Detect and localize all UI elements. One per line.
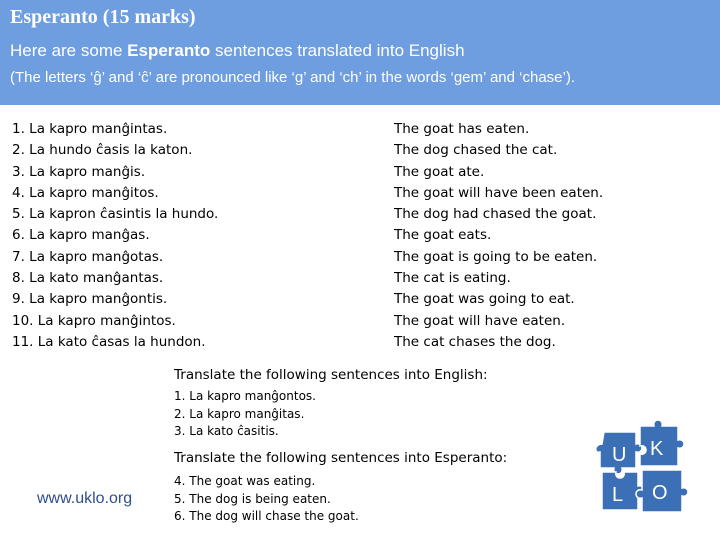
task-esperanto-item: 5. The dog is being eaten. [174,491,331,506]
esperanto-sentence: 9. La kapro manĝontis. [12,291,168,308]
task-english-item: 1. La kapro manĝontos. [174,389,316,403]
task-esperanto-item: 4. The goat was eating. [174,474,316,488]
english-translation: The cat is eating. [394,270,511,287]
task-english-list [174,388,316,441]
task-esperanto-item: 6. The dog will chase the goat. [174,509,359,523]
esperanto-sentence: 8. La kato manĝantas. [12,270,164,287]
page-subtitle [10,41,465,61]
esperanto-sentence: 3. La kapro manĝis. [12,163,146,180]
esperanto-sentence: 4. La kapro manĝitos. [12,184,159,201]
logo-letter-k: K [650,438,664,460]
esperanto-sentence: 5. La kapron ĉasintis la hundo. [12,206,219,223]
english-translation: The cat chases the dog. [394,333,556,350]
esperanto-sentence: 6. La kapro manĝas. [12,227,150,244]
header-banner [0,0,720,105]
esperanto-sentence: 2. La hundo ĉasis la katon. [12,142,193,159]
english-translation: The goat will have been eaten. [394,184,604,201]
logo-letter-o: O [652,482,668,504]
subtitle-prefix: Here are some [10,41,128,60]
subtitle-bold: Esperanto [127,41,211,60]
esperanto-sentence: 11. La kato ĉasas la hundon. [12,333,206,350]
logo-letter-l: L [612,484,624,506]
task-esperanto-list [174,473,359,526]
esperanto-sentence-list [12,119,218,353]
english-translation: The goat will have eaten. [394,312,566,329]
esperanto-sentence: 7. La kapro manĝotas. [12,248,164,265]
task-english-heading: Translate the following sentences into English: [174,367,488,383]
uklo-puzzle-logo [594,410,690,520]
english-translation: The dog chased the cat. [394,142,558,159]
subtitle-suffix: sentences translated into English [210,41,465,60]
pronunciation-note: (The letters ‘ĝ’ and ‘ĉ’ are pronounced like ‘g’ and ‘ch’ in the words ‘gem’ and ‘chase’). [10,69,576,86]
english-translation: The goat eats. [394,227,492,244]
uklo-website-link[interactable]: www.uklo.org [37,490,133,507]
puzzle-logo-graphic [594,410,690,520]
task-esperanto-heading: Translate the following sentences into Esperanto: [174,450,508,466]
english-translation: The dog had chased the goat. [394,206,597,223]
esperanto-sentence: 1. La kapro manĝintas. [12,121,168,137]
english-translation: The goat has eaten. [394,121,530,137]
english-translation: The goat ate. [394,163,485,180]
english-translation: The goat is going to be eaten. [394,248,598,265]
task-english-item: 3. La kato ĉasitis. [174,424,279,438]
esperanto-sentence: 10. La kapro manĝintos. [12,312,176,329]
english-translation: The goat was going to eat. [394,291,575,308]
page-title: Esperanto (15 marks) [10,6,196,28]
english-translation-list [394,119,603,353]
logo-letter-u: U [612,444,627,466]
task-english-item: 2. La kapro manĝitas. [174,406,305,421]
